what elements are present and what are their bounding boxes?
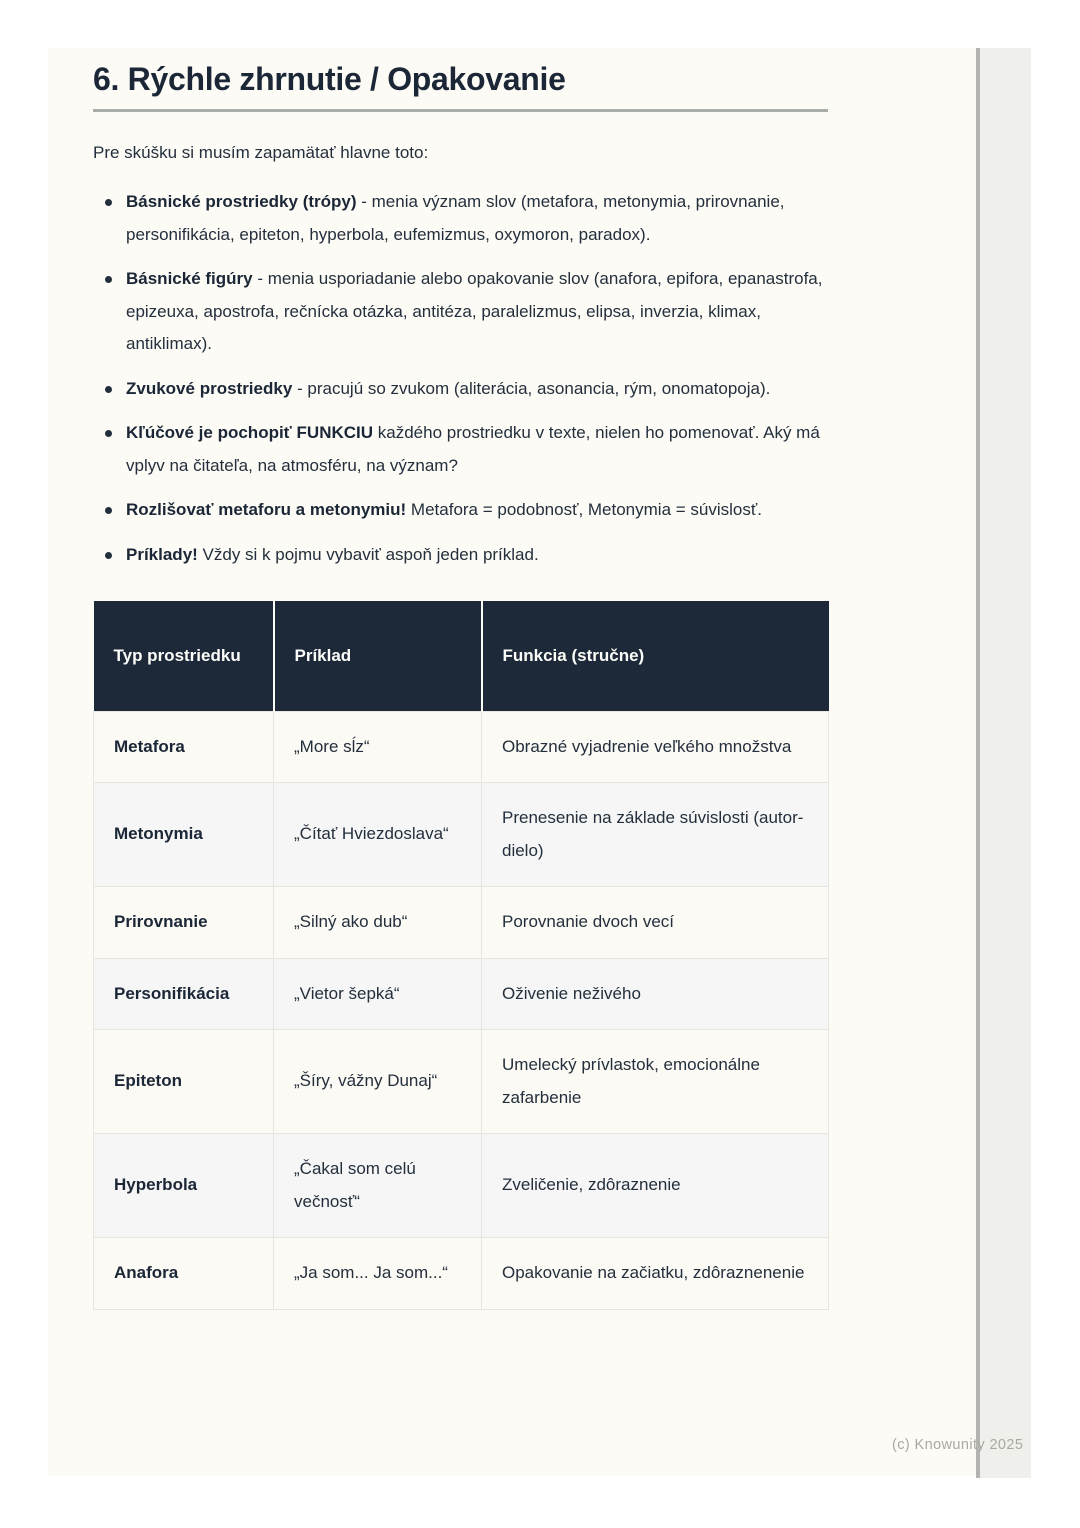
table-row (94, 711, 829, 783)
bullet-lead: Zvukové prostriedky (126, 378, 293, 398)
bullet-text: - menia význam slov (metafora, metonymia, prirovnanie, personifikácia, epiteton, hyperbola, eufemizmus, oxymoron, paradox). (126, 192, 785, 244)
bullet-lead: Básnické figúry (126, 269, 253, 288)
bullet-icon (105, 552, 112, 559)
cell-type: Metonymia (94, 783, 274, 887)
table-row (94, 887, 829, 959)
table-header-row (94, 601, 829, 711)
table-row (94, 1238, 829, 1310)
bullet-text: Metafora = podobnosť, Metonymia = súvislosť. (406, 500, 762, 519)
summary-table (93, 601, 829, 1310)
cell-function: Prenesenie na základe súvislosti (autor-dielo) (482, 783, 829, 887)
scrollbar-track[interactable] (980, 48, 1031, 1478)
table-row (94, 1134, 829, 1238)
cell-function: Umelecký prívlastok, emocionálne zafarbenie (482, 1030, 829, 1134)
column-header: Funkcia (stručne) (482, 601, 829, 711)
table-row (94, 1030, 829, 1134)
cell-type: Epiteton (94, 1030, 274, 1134)
bullet-icon (105, 276, 112, 283)
cell-example: „Šíry, vážny Dunaj“ (274, 1030, 482, 1134)
column-header: Príklad (274, 601, 482, 711)
bullet-icon (105, 430, 112, 437)
table-row (94, 783, 829, 887)
intro-text: Pre skúšku si musím zapamätať hlavne toto: (93, 143, 429, 162)
summary-item (105, 494, 828, 527)
table-body (94, 711, 829, 1309)
cell-example: „Čítať Hviezdoslava“ (274, 783, 482, 887)
cell-example: „Čakal som celú večnosť“ (274, 1134, 482, 1238)
cell-type: Metafora (94, 711, 274, 783)
bullet-icon (105, 507, 112, 514)
bullet-lead: Rozlišovať metaforu a metonymiu! (126, 500, 407, 519)
bullet-lead: Kľúčové je pochopiť FUNKCIU (126, 423, 374, 442)
summary-item (105, 373, 828, 406)
summary-item (105, 417, 828, 482)
summary-list (93, 186, 828, 571)
summary-item (105, 186, 828, 251)
cell-type: Prirovnanie (94, 887, 274, 959)
cell-function: Oživenie neživého (482, 958, 829, 1030)
cell-type: Hyperbola (94, 1134, 274, 1238)
cell-example: „Ja som... Ja som...“ (274, 1238, 482, 1310)
title-divider (93, 109, 828, 112)
bullet-text: - pracujú so zvukom (aliterácia, asonancia, rým, onomatopoja). (292, 378, 771, 398)
cell-function: Zveličenie, zdôraznenie (482, 1134, 829, 1238)
table-row (94, 958, 829, 1030)
cell-example: „More sĺz“ (274, 711, 482, 783)
bullet-icon (105, 199, 112, 206)
summary-item (105, 263, 828, 361)
cell-type: Anafora (94, 1238, 274, 1310)
document-page (48, 48, 976, 1476)
bullet-lead: Príklady! (126, 544, 198, 564)
page-content (93, 48, 828, 1310)
cell-function: Porovnanie dvoch vecí (482, 887, 829, 959)
column-header: Typ prostriedku (94, 601, 274, 711)
cell-example: „Vietor šepká“ (274, 958, 482, 1030)
bullet-icon (105, 386, 112, 393)
watermark: (c) Knowunity 2025 (892, 1437, 1024, 1453)
summary-item (105, 539, 828, 572)
cell-example: „Silný ako dub“ (274, 887, 482, 959)
cell-type: Personifikácia (94, 958, 274, 1030)
bullet-text: každého prostriedku v texte, nielen ho pomenovať. Aký má vplyv na čitateľa, na atmosféru, na význam? (126, 423, 820, 475)
page-title: 6. Rýchle zhrnutie / Opakovanie (93, 61, 566, 97)
bullet-text: Vždy si k pojmu vybaviť aspoň jeden príklad. (197, 544, 539, 564)
bullet-text: - menia usporiadanie alebo opakovanie slov (anafora, epifora, epanastrofa, epizeuxa, apostrofa, rečnícka otázka, antitéza, paralelizmus, elipsa, inverzia, klimax, antiklimax). (126, 269, 823, 353)
cell-function: Opakovanie na začiatku, zdôraznenenie (482, 1238, 829, 1310)
cell-function: Obrazné vyjadrenie veľkého množstva (482, 711, 829, 783)
bullet-lead: Básnické prostriedky (trópy) (126, 192, 357, 211)
